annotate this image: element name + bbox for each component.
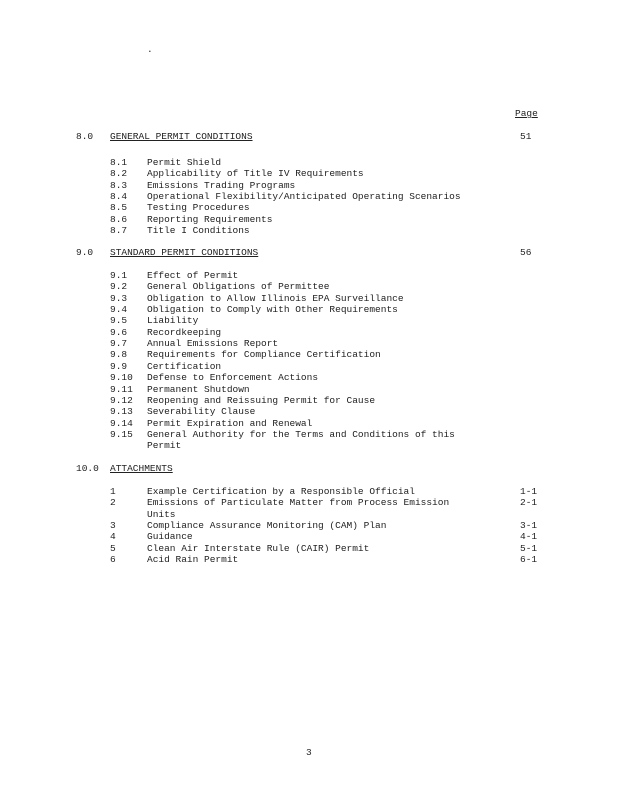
toc-item-title: Effect of Permit <box>147 270 239 281</box>
toc-item-number: 9.6 <box>110 326 128 338</box>
page-number: 3 <box>306 747 312 758</box>
stray-mark: . <box>147 44 153 55</box>
toc-item-number: 5 <box>110 542 116 554</box>
toc-item-number: 8.7 <box>110 225 128 237</box>
toc-item-title-continued: Permit <box>147 440 182 452</box>
toc-item-title: Liability <box>147 315 199 327</box>
toc-item-number: 9.8 <box>110 349 128 361</box>
toc-item-number: 8.3 <box>110 179 128 191</box>
toc-item-title: Permit Expiration and Renewal <box>147 417 313 429</box>
toc-item-number: 9.4 <box>110 304 128 316</box>
section-title: ATTACHMENTS <box>110 463 173 474</box>
toc-item-title: Guidance <box>147 531 193 543</box>
page-column-header: Page <box>515 108 538 119</box>
toc-item-number: 8.1 <box>110 157 128 168</box>
toc-item-title: Reopening and Reissuing Permit for Cause <box>147 394 376 406</box>
toc-item-title: Severability Clause <box>147 406 256 418</box>
toc-item-number: 9.13 <box>110 406 133 418</box>
toc-item-title: Acid Rain Permit <box>147 554 239 566</box>
toc-item-number: 9.9 <box>110 360 128 372</box>
toc-item-title: Certification <box>147 360 222 372</box>
toc-item-title: Reporting Requirements <box>147 213 273 225</box>
toc-item-number: 9.15 <box>110 428 133 440</box>
toc-item-number: 9.10 <box>110 372 133 384</box>
toc-item-title: Obligation to Comply with Other Requirements <box>147 304 398 316</box>
toc-item-number: 9.2 <box>110 281 128 293</box>
section-number: 8.0 <box>76 131 94 142</box>
toc-item-title-continued: Units <box>147 508 176 520</box>
toc-item-title: Obligation to Allow Illinois EPA Surveillance <box>147 292 404 304</box>
section-page: 51 <box>520 131 532 142</box>
section-number: 9.0 <box>76 247 94 258</box>
section-number: 10.0 <box>76 463 99 474</box>
toc-item-number: 3 <box>110 520 116 532</box>
toc-item-title: General Obligations of Permittee <box>147 281 330 293</box>
toc-item-title: Recordkeeping <box>147 326 222 338</box>
toc-item-title: Operational Flexibility/Anticipated Operating Scenarios <box>147 191 461 203</box>
toc-item-title: Title I Conditions <box>147 225 250 237</box>
toc-item-number: 4 <box>110 531 116 543</box>
toc-item-title: Example Certification by a Responsible Official <box>147 486 415 497</box>
toc-item-number: 8.6 <box>110 213 128 225</box>
toc-item-page: 1-1 <box>520 486 538 497</box>
toc-item-title: Permanent Shutdown <box>147 383 250 395</box>
toc-item-number: 9.11 <box>110 383 133 395</box>
toc-item-number: 8.4 <box>110 191 128 203</box>
toc-item-title: Testing Procedures <box>147 202 250 214</box>
toc-item-number: 9.7 <box>110 338 128 350</box>
toc-item-page: 5-1 <box>520 542 538 554</box>
toc-item-number: 2 <box>110 497 116 509</box>
toc-item-number: 8.5 <box>110 202 128 214</box>
toc-item-title: Requirements for Compliance Certification <box>147 349 381 361</box>
toc-item-number: 9.3 <box>110 292 128 304</box>
toc-item-number: 9.14 <box>110 417 133 429</box>
section-title: STANDARD PERMIT CONDITIONS <box>110 247 259 258</box>
toc-item-page: 2-1 <box>520 497 538 509</box>
toc-item-number: 8.2 <box>110 168 128 180</box>
toc-item-title: Applicability of Title IV Requirements <box>147 168 364 180</box>
section-page: 56 <box>520 247 532 258</box>
toc-item-number: 1 <box>110 486 116 497</box>
toc-item-number: 6 <box>110 554 116 566</box>
toc-item-title: Permit Shield <box>147 157 222 168</box>
toc-item-page: 3-1 <box>520 520 538 532</box>
toc-item-title: General Authority for the Terms and Conditions of this <box>147 428 455 440</box>
toc-item-number: 9.1 <box>110 270 128 281</box>
toc-item-page: 4-1 <box>520 531 538 543</box>
section-title: GENERAL PERMIT CONDITIONS <box>110 131 253 142</box>
toc-item-title: Emissions of Particulate Matter from Process Emission <box>147 497 450 509</box>
toc-item-title: Clean Air Interstate Rule (CAIR) Permit <box>147 542 370 554</box>
toc-item-title: Defense to Enforcement Actions <box>147 372 319 384</box>
toc-item-page: 6-1 <box>520 554 538 566</box>
toc-item-number: 9.12 <box>110 394 133 406</box>
toc-item-title: Annual Emissions Report <box>147 338 279 350</box>
toc-item-number: 9.5 <box>110 315 128 327</box>
toc-item-title: Compliance Assurance Monitoring (CAM) Plan <box>147 520 387 532</box>
toc-item-title: Emissions Trading Programs <box>147 179 296 191</box>
